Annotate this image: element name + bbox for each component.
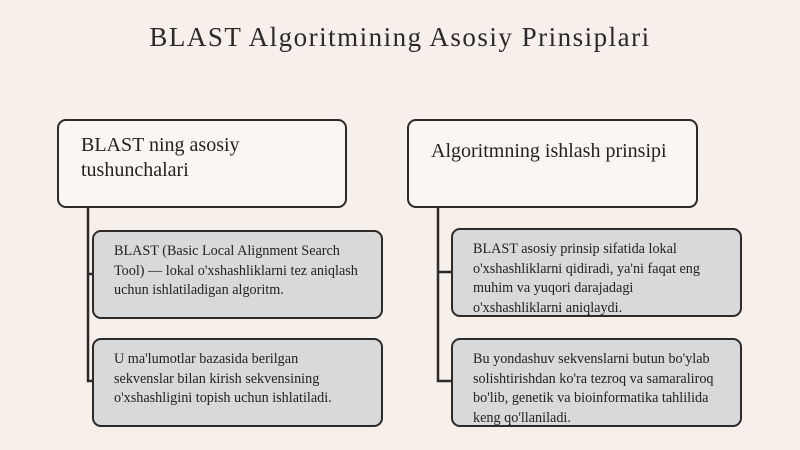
right-item-2: Bu yondashuv sekvenslarni butun bo'ylab solishtirishdan ko'ra tezroq va samaraliroq bo'lib, genetik va bioinformatika tahlilida keng qo'llaniladi. [451,338,742,427]
left-item-2: U ma'lumotlar bazasida berilgan sekvenslar bilan kirish sekvensining o'xshashligini topish uchun ishlatiladi. [92,338,383,427]
left-heading-box: BLAST ning asosiy tushunchalari [57,119,347,208]
right-item-1: BLAST asosiy prinsip sifatida lokal o'xshashliklarni qidiradi, ya'ni faqat eng muhim va yuqori darajadagi o'xshashliklarni aniqlaydi. [451,228,742,317]
right-heading-box: Algoritmning ishlash prinsipi [407,119,698,208]
diagram-title: BLAST Algoritmining Asosiy Prinsiplari [149,22,651,52]
left-item-1: BLAST (Basic Local Alignment Search Tool) — lokal o'xshashliklarni tez aniqlash uchun ishlatiladigan algoritm. [92,230,383,319]
